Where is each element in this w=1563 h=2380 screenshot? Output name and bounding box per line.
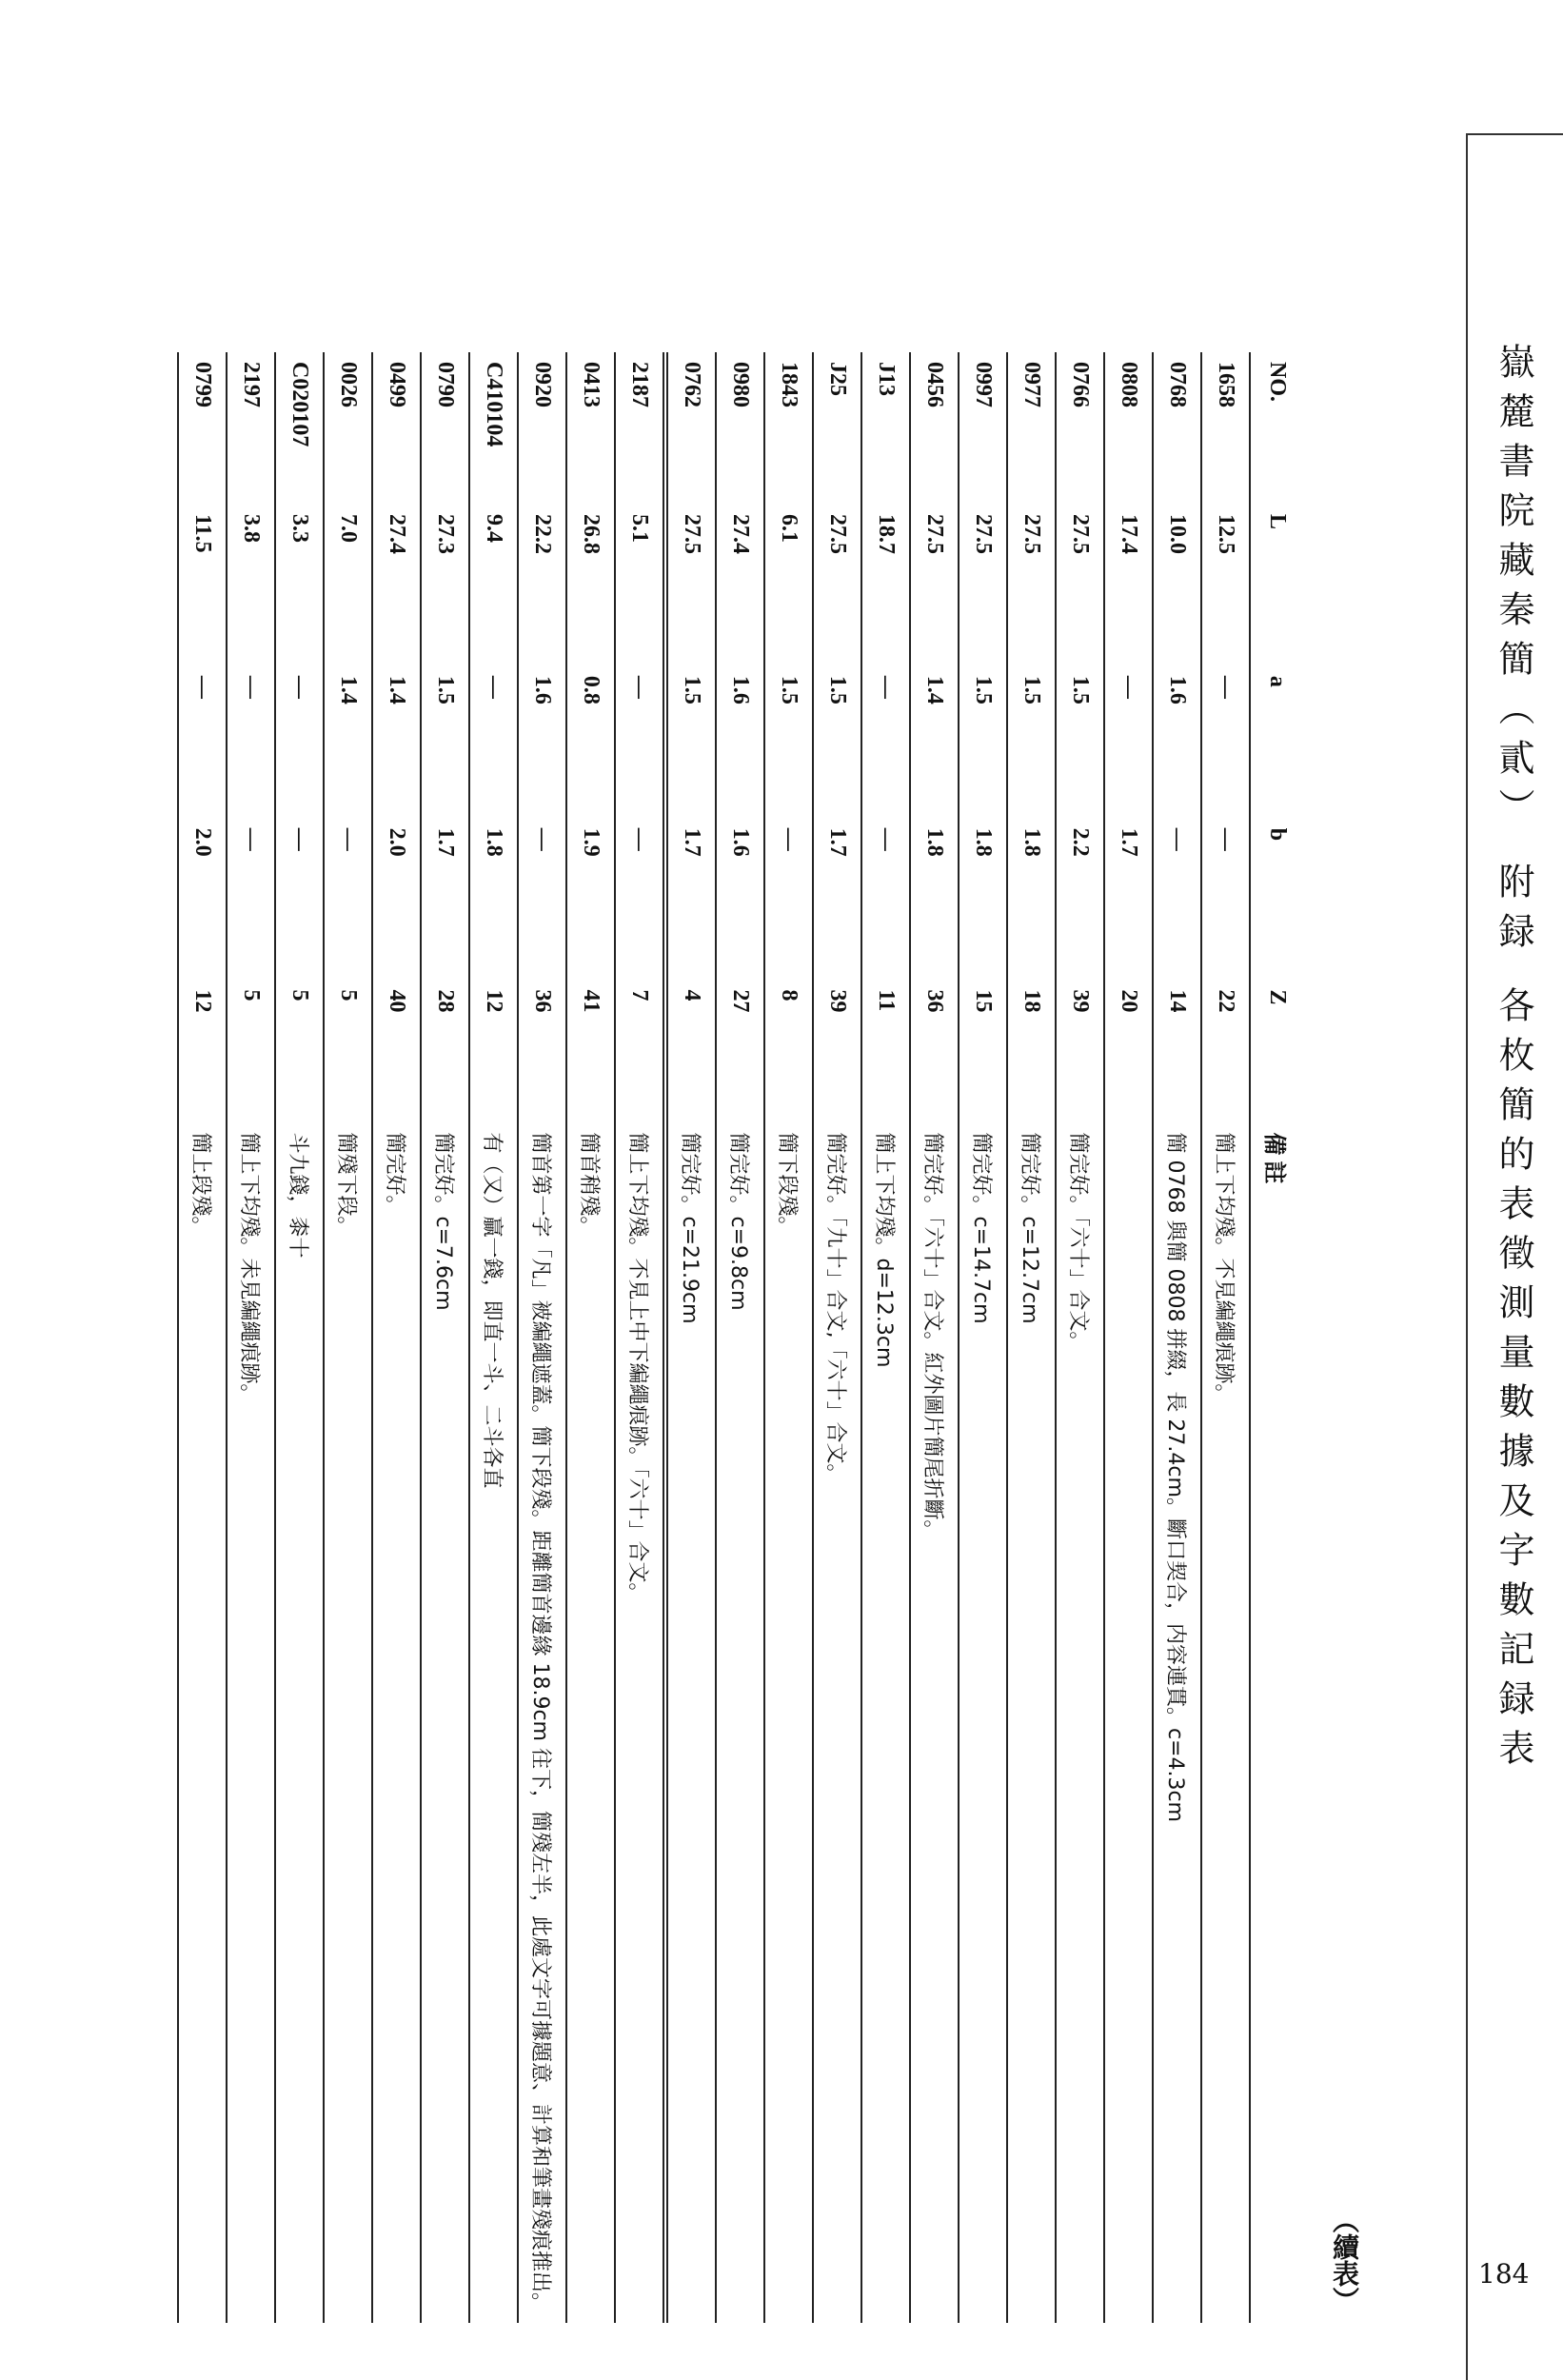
table-row bbox=[372, 352, 421, 2323]
cell-l: 5.1 bbox=[615, 505, 665, 666]
table-row bbox=[1153, 352, 1201, 2323]
cell-z: 11 bbox=[861, 981, 910, 1123]
cell-b: — bbox=[615, 819, 665, 981]
cell-b: — bbox=[1201, 819, 1250, 981]
cell-note: 簡上下均殘。不見編繩痕跡。 bbox=[1201, 1122, 1250, 2323]
cell-note: 簡完好。「六十」合文。 bbox=[1056, 1122, 1104, 2323]
cell-a: — bbox=[178, 666, 227, 819]
cell-no: 0997 bbox=[959, 352, 1007, 505]
cell-note: 簡下段殘。 bbox=[764, 1122, 813, 2323]
cell-l: 27.5 bbox=[1007, 505, 1056, 666]
cell-a: 1.6 bbox=[518, 666, 566, 819]
cell-b: 2.0 bbox=[372, 819, 421, 981]
cell-l: 6.1 bbox=[764, 505, 813, 666]
cell-l: 9.4 bbox=[469, 505, 518, 666]
cell-a: 1.6 bbox=[716, 666, 764, 819]
cell-no: 0499 bbox=[372, 352, 421, 505]
cell-a: — bbox=[861, 666, 910, 819]
cell-l: 27.5 bbox=[910, 505, 959, 666]
cell-note: 簡 0768 與簡 0808 拼綴，長 27.4cm。斷口契合，内容連貫。c=4.3cm bbox=[1153, 1122, 1201, 2323]
cell-note: 簡上下均殘。不見上中下編繩痕跡。「六十」合文。 bbox=[615, 1122, 665, 2323]
cell-no: J25 bbox=[813, 352, 861, 505]
cell-a: 1.4 bbox=[910, 666, 959, 819]
cell-z: 15 bbox=[959, 981, 1007, 1123]
continued-label: （續表） bbox=[1329, 2207, 1360, 2313]
cell-no: 0026 bbox=[324, 352, 372, 505]
cell-z: 5 bbox=[275, 981, 324, 1123]
cell-b: — bbox=[861, 819, 910, 981]
table-row bbox=[1056, 352, 1104, 2323]
cell-z: 36 bbox=[910, 981, 959, 1123]
cell-note: 有（又）贏一錢，即直一斗、二斗各直 bbox=[469, 1122, 518, 2323]
header-z: Z bbox=[1250, 981, 1304, 1123]
cell-z: 18 bbox=[1007, 981, 1056, 1123]
cell-b: — bbox=[227, 819, 275, 981]
cell-l: 27.3 bbox=[421, 505, 469, 666]
cell-l: 27.5 bbox=[665, 505, 716, 666]
cell-l: 27.5 bbox=[959, 505, 1007, 666]
cell-l: 26.8 bbox=[566, 505, 615, 666]
cell-note: 斗九錢，桼十 bbox=[275, 1122, 324, 2323]
table-body bbox=[178, 352, 1250, 2323]
table-row bbox=[813, 352, 861, 2323]
cell-z: 12 bbox=[178, 981, 227, 1123]
cell-l: 3.3 bbox=[275, 505, 324, 666]
cell-no: 0413 bbox=[566, 352, 615, 505]
cell-no: 0768 bbox=[1153, 352, 1201, 505]
cell-no: C020107 bbox=[275, 352, 324, 505]
cell-no: 2187 bbox=[615, 352, 665, 505]
cell-b: — bbox=[1153, 819, 1201, 981]
table-row bbox=[1104, 352, 1153, 2323]
cell-note: 簡完好。c=14.7cm bbox=[959, 1122, 1007, 2323]
cell-no: 0977 bbox=[1007, 352, 1056, 505]
cell-b: — bbox=[764, 819, 813, 981]
cell-l: 3.8 bbox=[227, 505, 275, 666]
cell-l: 17.4 bbox=[1104, 505, 1153, 666]
cell-note: 簡完好。「六十」合文。紅外圖片簡尾折斷。 bbox=[910, 1122, 959, 2323]
table-row bbox=[665, 352, 716, 2323]
cell-no: 0766 bbox=[1056, 352, 1104, 505]
rotated-table-wrapper bbox=[177, 352, 1304, 2323]
cell-b: — bbox=[518, 819, 566, 981]
page-number: 184 bbox=[1478, 2258, 1530, 2290]
table-row bbox=[1201, 352, 1250, 2323]
cell-a: — bbox=[275, 666, 324, 819]
cell-note bbox=[1104, 1122, 1153, 2323]
header-b: b bbox=[1250, 819, 1304, 981]
cell-note: 簡殘下段。 bbox=[324, 1122, 372, 2323]
measurement-table bbox=[177, 352, 1304, 2323]
cell-b: 1.9 bbox=[566, 819, 615, 981]
cell-no: 0980 bbox=[716, 352, 764, 505]
cell-note: 簡首第一字「凡」被編繩遮蓋。簡下段殘。距離簡首邊緣 18.9cm 往下，簡殘左半，此處文字可據題意、計算和筆畫殘痕推出。 bbox=[518, 1122, 566, 2323]
cell-l: 18.7 bbox=[861, 505, 910, 666]
cell-no: J13 bbox=[861, 352, 910, 505]
cell-a: 0.8 bbox=[566, 666, 615, 819]
table-row bbox=[518, 352, 566, 2323]
cell-b: 2.0 bbox=[178, 819, 227, 981]
cell-l: 12.5 bbox=[1201, 505, 1250, 666]
cell-b: 1.6 bbox=[716, 819, 764, 981]
running-header-title: 嶽麓書院藏秦簡（貳） 附録 各枚簡的表徵測量數據及字數記録表 bbox=[1493, 343, 1534, 1779]
cell-l: 27.4 bbox=[716, 505, 764, 666]
cell-z: 41 bbox=[566, 981, 615, 1123]
cell-b: 1.7 bbox=[813, 819, 861, 981]
table-row bbox=[716, 352, 764, 2323]
cell-a: — bbox=[227, 666, 275, 819]
cell-note: 簡上段殘。 bbox=[178, 1122, 227, 2323]
table-row bbox=[275, 352, 324, 2323]
cell-note: 簡首稍殘。 bbox=[566, 1122, 615, 2323]
cell-l: 11.5 bbox=[178, 505, 227, 666]
header-no: NO. bbox=[1250, 352, 1304, 505]
cell-a: — bbox=[469, 666, 518, 819]
cell-no: 0808 bbox=[1104, 352, 1153, 505]
cell-z: 40 bbox=[372, 981, 421, 1123]
cell-z: 5 bbox=[227, 981, 275, 1123]
cell-no: 2197 bbox=[227, 352, 275, 505]
cell-b: 1.8 bbox=[1007, 819, 1056, 981]
cell-note: 簡完好。「九十」合文,「六十」合文。 bbox=[813, 1122, 861, 2323]
cell-a: 1.6 bbox=[1153, 666, 1201, 819]
cell-l: 7.0 bbox=[324, 505, 372, 666]
header-l: L bbox=[1250, 505, 1304, 666]
table-row bbox=[861, 352, 910, 2323]
cell-a: 1.5 bbox=[421, 666, 469, 819]
table-row bbox=[469, 352, 518, 2323]
table-row bbox=[615, 352, 665, 2323]
cell-note: 簡上下均殘。d=12.3cm bbox=[861, 1122, 910, 2323]
cell-z: 28 bbox=[421, 981, 469, 1123]
table-row bbox=[1007, 352, 1056, 2323]
cell-no: 1843 bbox=[764, 352, 813, 505]
table-row bbox=[227, 352, 275, 2323]
cell-a: 1.5 bbox=[665, 666, 716, 819]
cell-a: 1.5 bbox=[1056, 666, 1104, 819]
header-a: a bbox=[1250, 666, 1304, 819]
cell-b: 1.8 bbox=[469, 819, 518, 981]
table-row bbox=[324, 352, 372, 2323]
cell-no: 0790 bbox=[421, 352, 469, 505]
cell-l: 10.0 bbox=[1153, 505, 1201, 666]
cell-note: 簡完好。c=9.8cm bbox=[716, 1122, 764, 2323]
header-note: 備 註 bbox=[1250, 1122, 1304, 2323]
cell-b: 1.8 bbox=[959, 819, 1007, 981]
cell-b: 1.7 bbox=[1104, 819, 1153, 981]
table-row bbox=[566, 352, 615, 2323]
header-rule bbox=[1466, 133, 1468, 2380]
cell-b: 1.7 bbox=[421, 819, 469, 981]
cell-z: 27 bbox=[716, 981, 764, 1123]
cell-note: 簡完好。c=7.6cm bbox=[421, 1122, 469, 2323]
cell-b: 1.7 bbox=[665, 819, 716, 981]
cell-z: 5 bbox=[324, 981, 372, 1123]
cell-note: 簡完好。 bbox=[372, 1122, 421, 2323]
cell-note: 簡完好。c=21.9cm bbox=[665, 1122, 716, 2323]
cell-z: 4 bbox=[665, 981, 716, 1123]
cell-l: 27.4 bbox=[372, 505, 421, 666]
cell-no: 1658 bbox=[1201, 352, 1250, 505]
cell-z: 12 bbox=[469, 981, 518, 1123]
cell-no: 0762 bbox=[665, 352, 716, 505]
cell-l: 22.2 bbox=[518, 505, 566, 666]
cell-z: 7 bbox=[615, 981, 665, 1123]
cell-z: 14 bbox=[1153, 981, 1201, 1123]
table-row bbox=[764, 352, 813, 2323]
cell-a: — bbox=[1104, 666, 1153, 819]
table-row bbox=[959, 352, 1007, 2323]
cell-l: 27.5 bbox=[1056, 505, 1104, 666]
cell-a: 1.5 bbox=[764, 666, 813, 819]
cell-a: 1.4 bbox=[372, 666, 421, 819]
cell-z: 36 bbox=[518, 981, 566, 1123]
cell-no: 0799 bbox=[178, 352, 227, 505]
cell-a: 1.5 bbox=[1007, 666, 1056, 819]
cell-b: 2.2 bbox=[1056, 819, 1104, 981]
cell-z: 22 bbox=[1201, 981, 1250, 1123]
header-rule-top bbox=[1466, 133, 1563, 135]
cell-b: 1.8 bbox=[910, 819, 959, 981]
cell-no: C410104 bbox=[469, 352, 518, 505]
table-row bbox=[421, 352, 469, 2323]
cell-b: — bbox=[324, 819, 372, 981]
cell-z: 39 bbox=[813, 981, 861, 1123]
cell-note: 簡完好。c=12.7cm bbox=[1007, 1122, 1056, 2323]
cell-a: 1.4 bbox=[324, 666, 372, 819]
cell-z: 39 bbox=[1056, 981, 1104, 1123]
cell-a: 1.5 bbox=[813, 666, 861, 819]
cell-z: 8 bbox=[764, 981, 813, 1123]
cell-a: 1.5 bbox=[959, 666, 1007, 819]
cell-note: 簡上下均殘。未見編繩痕跡。 bbox=[227, 1122, 275, 2323]
cell-a: — bbox=[615, 666, 665, 819]
cell-no: 0456 bbox=[910, 352, 959, 505]
table-row bbox=[178, 352, 227, 2323]
cell-z: 20 bbox=[1104, 981, 1153, 1123]
cell-l: 27.5 bbox=[813, 505, 861, 666]
cell-a: — bbox=[1201, 666, 1250, 819]
table-row bbox=[910, 352, 959, 2323]
cell-b: — bbox=[275, 819, 324, 981]
cell-no: 0920 bbox=[518, 352, 566, 505]
table-header-row bbox=[1250, 352, 1304, 2323]
